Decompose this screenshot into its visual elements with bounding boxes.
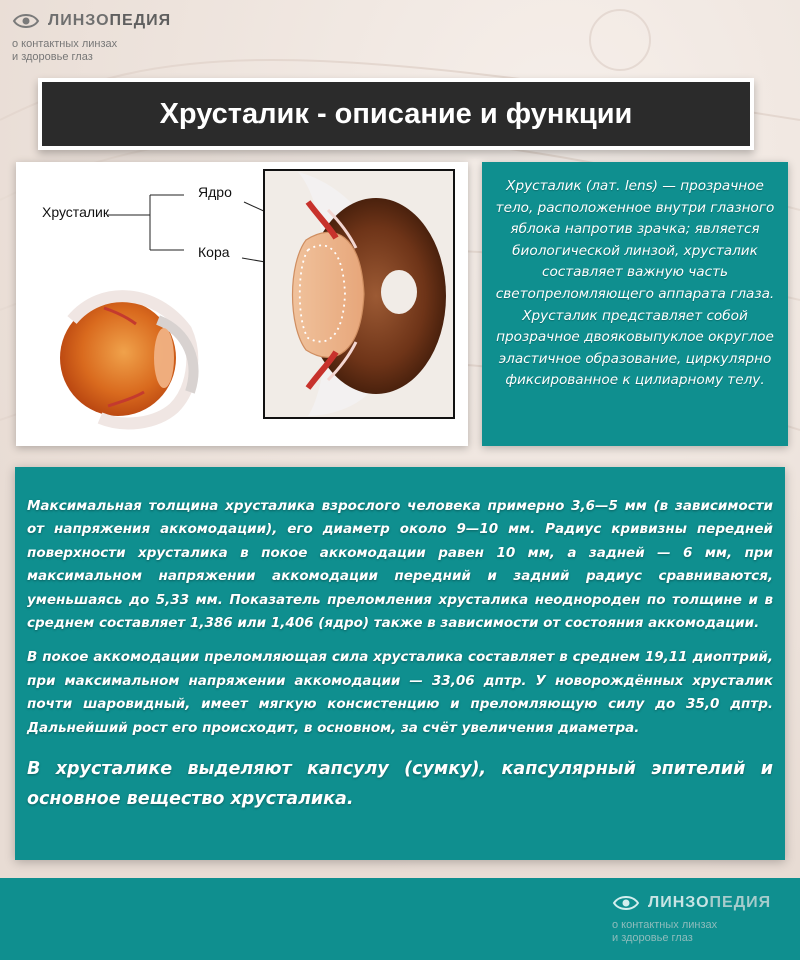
- logo-name-part2: ПЕДИЯ: [109, 12, 172, 29]
- logo-bottom[interactable]: [612, 892, 772, 945]
- logo-name: [648, 894, 771, 912]
- logo-subtitle-line2: и здоровье глаз: [612, 932, 693, 944]
- logo-top[interactable]: [12, 10, 172, 64]
- logo-subtitle-line1: о контактных линзах: [612, 919, 718, 931]
- logo-subtitle: [12, 38, 172, 64]
- logo-subtitle: [612, 919, 772, 945]
- paragraph-1: Максимальная толщина хрусталика взрослого человека примерно 3,6—5 мм (в зависимости от напряжения аккомодации), его диаметр около 9—10 мм. Радиус кривизны передней поверхности хрусталика в покое аккомодации равен 10 мм, а задней — 6 мм, при максимальном напряжении аккомодации передний и задний радиус сравниваются, уменьшаясь до 5,33 мм. Показатель преломления хрусталика неоднороден по толщине и в среднем составляет 1,386 или 1,406 (ядро) также в зависимости от состояния аккомодации.: [27, 498, 773, 632]
- title-frame: [38, 78, 754, 150]
- paragraph-2: В покое аккомодации преломляющая сила хрусталика составляет в среднем 19,11 диоптрий, при максимальном напряжении аккомодации — 33,06 дптр. У новорождённых хрусталик почти шаровидный, имеет мягкую консистенцию и преломляющую силу до 35,0 дптр. Дальнейший рост его происходит, в основном, за счёт увеличения диаметра.: [27, 649, 773, 736]
- main-info-box: [15, 467, 785, 860]
- eye-icon: [612, 894, 640, 912]
- description-box: [482, 162, 788, 446]
- logo-subtitle-line2: и здоровье глаз: [12, 51, 93, 63]
- logo-subtitle-line1: о контактных линзах: [12, 38, 118, 50]
- label-nucleus: Ядро: [198, 184, 232, 200]
- footer-band: [0, 878, 800, 960]
- label-lens: Хрусталик: [42, 204, 109, 220]
- logo-name: [48, 12, 171, 30]
- lens-illustration-panel: [16, 162, 468, 446]
- logo-name-part2: ПЕДИЯ: [709, 894, 772, 911]
- eyeball-icon: [60, 296, 193, 423]
- logo-name-part1: ЛИНЗО: [48, 12, 110, 29]
- lens-crosssection-icon: [264, 170, 454, 418]
- logo-name-part1: ЛИНЗО: [648, 894, 710, 911]
- paragraph-3: В хрусталике выделяют капсулу (сумку), капсулярный эпителий и основное вещество хрусталика.: [27, 759, 773, 810]
- main-text: [27, 495, 773, 814]
- page-title: Хрусталик - описание и функции: [42, 82, 750, 146]
- eye-icon: [12, 12, 40, 30]
- label-cortex: Кора: [198, 244, 230, 260]
- description-text: Хрусталик (лат. lens) — прозрачное тело, расположенное внутри глазного яблока напротив зрачка; является биологической линзой, хрусталик составляет важную часть светопреломляющего аппарата глаза. Хрусталик представляет собой прозрачное двояковыпуклое округлое эластичное образование, циркулярно фиксированное к цилиарному телу.: [495, 178, 775, 389]
